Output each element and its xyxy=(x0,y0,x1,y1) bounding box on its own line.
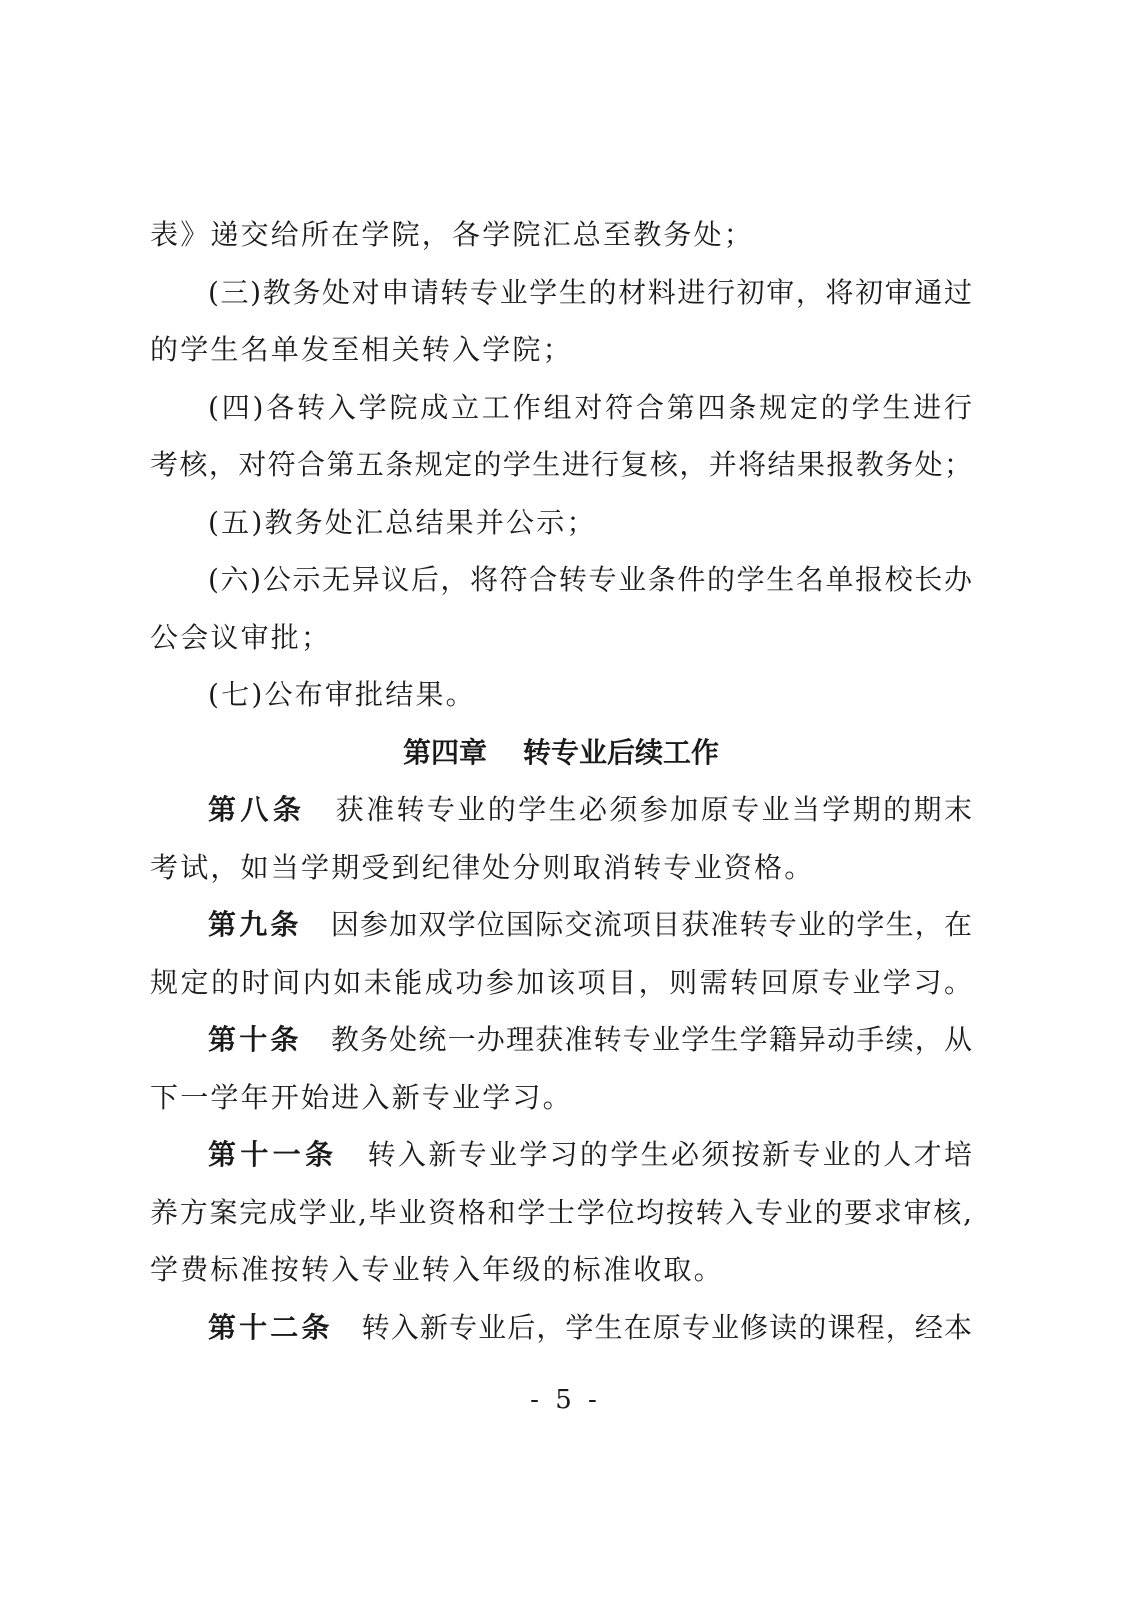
text-line: 表》递交给所在学院，各学院汇总至教务处； xyxy=(150,218,755,251)
text-line: 的学生名单发至相关转入学院； xyxy=(150,333,573,366)
list-item-7: (七)公布审批结果。 xyxy=(208,678,476,711)
list-item-4: (四)各转入学院成立工作组对符合第四条规定的学生进行 xyxy=(208,390,972,424)
list-item-3: (三)教务处对申请转专业学生的材料进行初审，将初审通过 xyxy=(208,275,972,309)
article-label: 第九条 xyxy=(208,908,302,941)
chapter-number: 第四章 xyxy=(402,735,487,769)
article-label: 第十条 xyxy=(208,1023,302,1056)
text-line: 养方案完成学业,毕业资格和学士学位均按转入专业的要求审核, xyxy=(150,1195,972,1229)
chapter-title: 转专业后续工作 xyxy=(523,735,720,769)
article-label: 第十二条 xyxy=(208,1310,333,1344)
text-line: 规定的时间内如未能成功参加该项目，则需转回原专业学习。 xyxy=(150,965,972,999)
article-8 xyxy=(150,781,972,839)
chapter-heading xyxy=(150,724,972,782)
list-item-6: (六)公示无异议后，将符合转专业条件的学生名单报校长办 xyxy=(208,563,972,596)
article-label: 第十一条 xyxy=(208,1138,338,1171)
text-line: 学费标准按转入专业转入年级的标准收取。 xyxy=(150,1253,724,1286)
text-line: 考试，如当学期受到纪律处分则取消转专业资格。 xyxy=(150,850,815,884)
article-text: 获准转专业的学生必须参加原专业当学期的期末 xyxy=(335,793,972,826)
article-text: 因参加双学位国际交流项目获准转专业的学生，在 xyxy=(330,908,972,941)
text-line: 公会议审批； xyxy=(150,620,332,654)
article-10 xyxy=(150,1011,972,1069)
article-12 xyxy=(150,1299,972,1357)
text-line: 考核，对符合第五条规定的学生进行复核，并将结果报教务处； xyxy=(150,448,972,481)
article-11 xyxy=(150,1126,972,1184)
article-text: 转入新专业后，学生在原专业修读的课程，经本 xyxy=(361,1310,972,1344)
list-item-5: (五)教务处汇总结果并公示； xyxy=(208,505,597,539)
article-text: 转入新专业学习的学生必须按新专业的人才培 xyxy=(367,1138,972,1171)
text-line: 下一学年开始进入新专业学习。 xyxy=(150,1080,573,1114)
article-9 xyxy=(150,896,972,954)
article-label: 第八条 xyxy=(208,793,306,826)
page-number: - 5 - xyxy=(530,1385,601,1415)
document-body xyxy=(150,206,972,1356)
article-text: 教务处统一办理获准转专业学生学籍异动手续，从 xyxy=(330,1023,972,1056)
